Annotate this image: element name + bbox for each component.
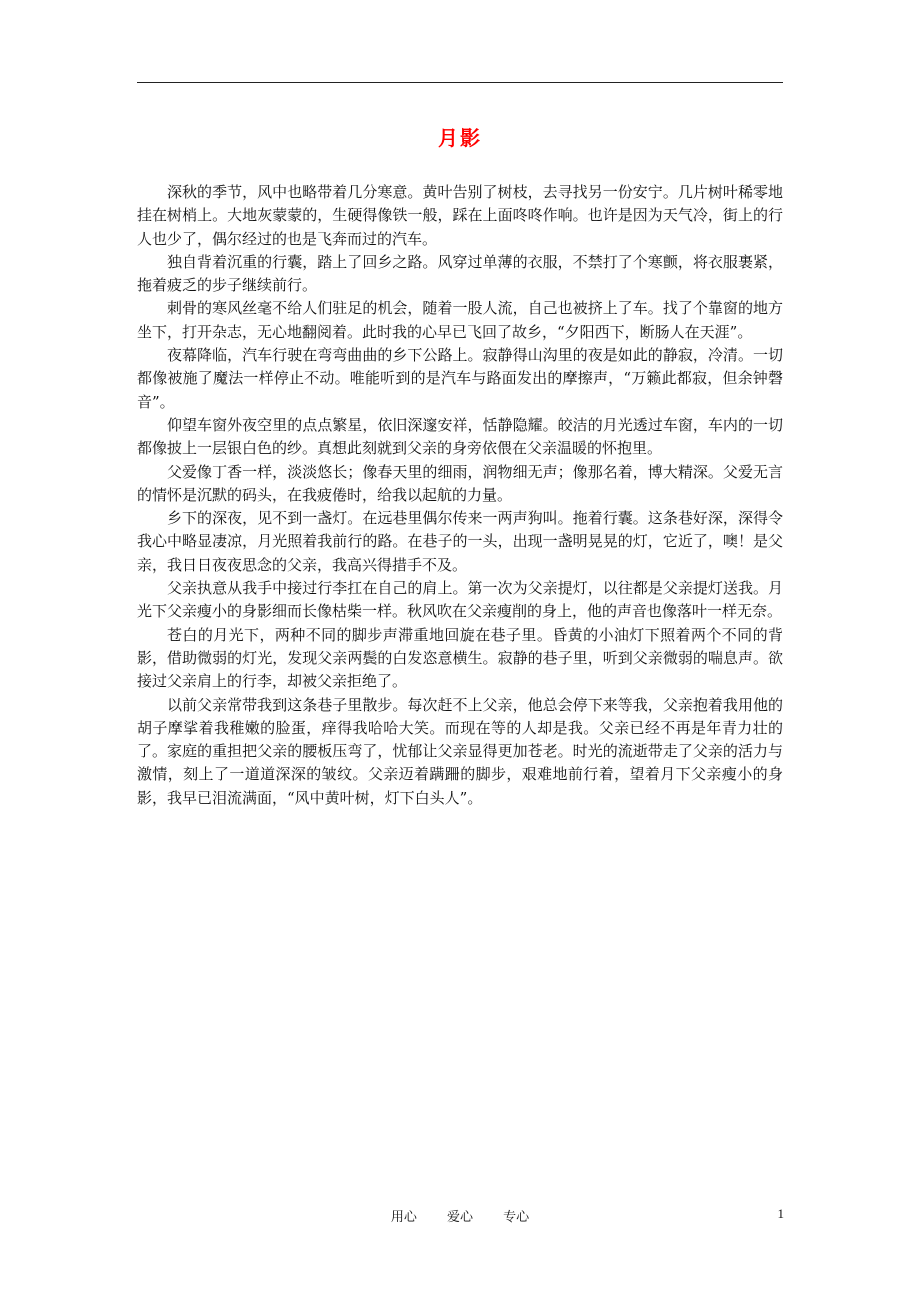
footer-word: 专心 [503, 1210, 530, 1225]
paragraph: 父亲执意从我手中接过行李扛在自己的肩上。第一次为父亲提灯，以往都是父亲提灯送我。月光下父亲瘦小的身影细而长像枯柴一样。秋风吹在父亲瘦削的身上，他的声音也像落叶一样无奈。 [137, 579, 783, 621]
paragraph: 以前父亲常带我到这条巷子里散步。每次赶不上父亲，他总会停下来等我，父亲抱着我用他的胡子摩挲着我稚嫩的脸蛋，痒得我哈哈大笑。而现在等的人却是我。父亲已经不再是年青力壮的了。家庭的重担把父亲的腰板压弯了，忧郁让父亲显得更加苍老。时光的流逝带走了父亲的活力与激情，刻上了一道道深深的皱纹。父亲迈着蹒跚的脚步，艰难地前行着，望着月下父亲瘦小的身影，我早已泪流满面，“风中黄叶树，灯下白头人”。 [137, 695, 783, 807]
document-body [137, 181, 783, 810]
paragraph: 独自背着沉重的行囊，踏上了回乡之路。风穿过单薄的衣服，不禁打了个寒颤，将衣服裹紧，拖着疲乏的步子继续前行。 [137, 252, 783, 295]
paragraph: 父爱像丁香一样，淡淡悠长；像春天里的细雨，润物细无声；像那名着，博大精深。父爱无言的情怀是沉默的码头，在我疲倦时，给我以起航的力量。 [137, 462, 783, 504]
paragraph: 夜幕降临，汽车行驶在弯弯曲曲的乡下公路上。寂静得山沟里的夜是如此的静寂，冷清。一切都像被施了魔法一样停止不动。唯能听到的是汽车与路面发出的摩擦声，“万籁此都寂，但余钟磬音”。 [137, 346, 783, 411]
header-rule [137, 82, 783, 83]
paragraph: 深秋的季节，风中也略带着几分寒意。黄叶告别了树枝，去寻找另一份安宁。几片树叶稀零地挂在树梢上。大地灰蒙蒙的，生硬得像铁一般，踩在上面咚咚作响。也许是因为天气冷，街上的行人也少了，偶尔经过的也是飞奔而过的汽车。 [137, 183, 783, 248]
footer-word: 用心 [390, 1210, 417, 1225]
paragraph: 仰望车窗外夜空里的点点繁星，依旧深邃安祥，恬静隐耀。皎洁的月光透过车窗，车内的一切都像披上一层银白色的纱。真想此刻就到父亲的身旁依偎在父亲温暖的怀抱里。 [137, 415, 783, 458]
document-title: 月影 [438, 126, 482, 150]
footer-word: 爱心 [446, 1210, 473, 1225]
paragraph: 乡下的深夜，见不到一盏灯。在远巷里偶尔传来一两声狗叫。拖着行囊。这条巷好深，深得令我心中略显凄凉，月光照着我前行的路。在巷子的一头，出现一盏明晃晃的灯，它近了，噢！是父亲，我日日夜夜思念的父亲，我高兴得措手不及。 [137, 509, 783, 574]
paragraph: 苍白的月光下，两种不同的脚步声滞重地回旋在巷子里。昏黄的小油灯下照着两个不同的背影，借助微弱的灯光，发现父亲两鬓的白发恣意横生。寂静的巷子里，听到父亲微弱的喘息声。欲接过父亲肩上的行李，却被父亲拒绝了。 [137, 625, 783, 691]
paragraph: 刺骨的寒风丝毫不给人们驻足的机会，随着一股人流，自己也被挤上了车。找了个靠窗的地方坐下，打开杂志，无心地翻阅着。此时我的心早已飞回了故乡，“夕阳西下，断肠人在天涯”。 [137, 299, 783, 341]
page-number: 1 [777, 1206, 784, 1221]
